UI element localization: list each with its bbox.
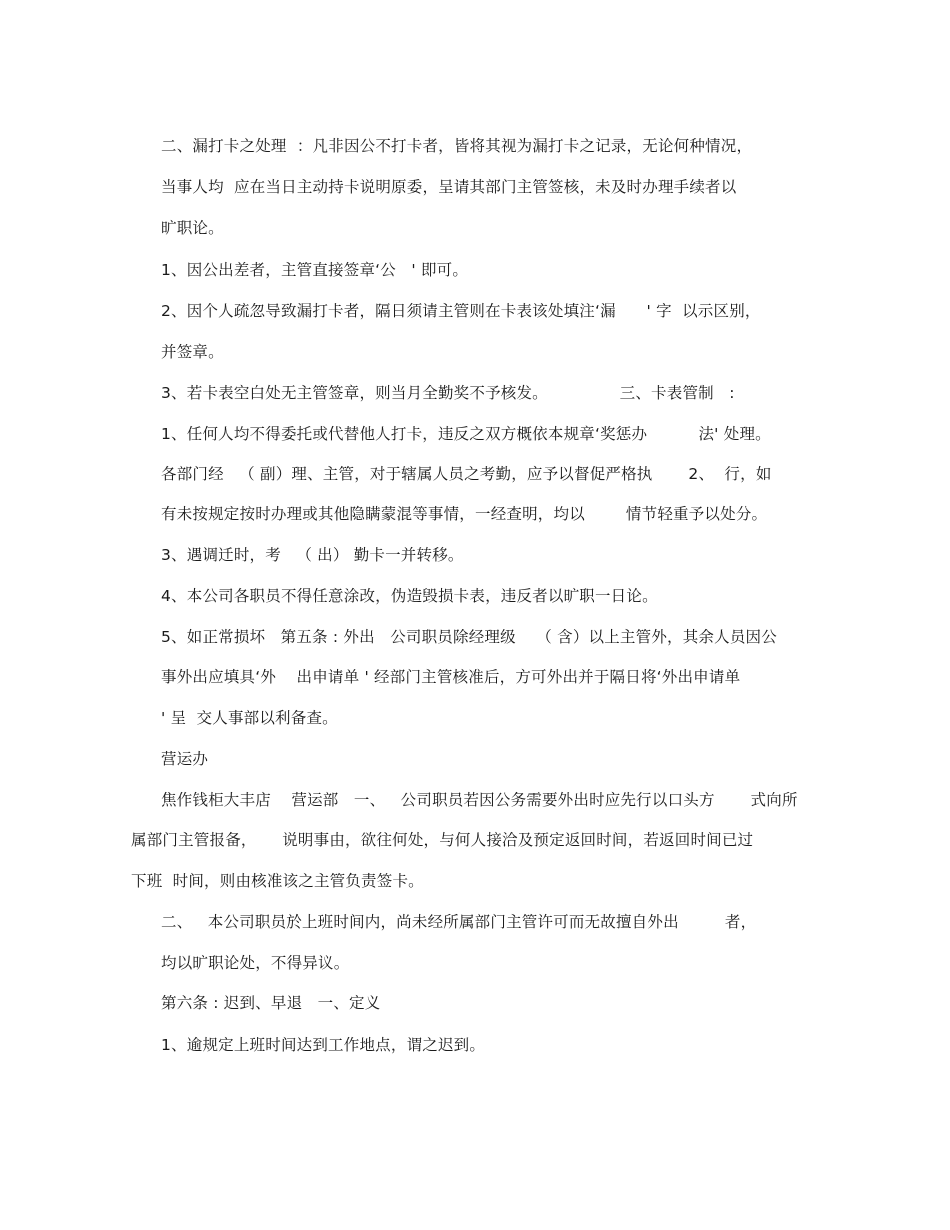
text-line: 二、 本公司职员於上班时间内，尚未经所属部门主管许可而无故擅自外出 者，: [161, 913, 757, 931]
text-line: 二、漏打卡之处理 ：凡非因公不打卡者，皆将其视为漏打卡之记录，无论何种情况，: [161, 137, 753, 155]
text-line: 1、逾规定上班时间达到工作地点，谓之迟到。: [161, 1036, 486, 1054]
text-line: 第六条 : 迟到、早退 一、定义: [161, 994, 381, 1012]
text-line: ' 呈 交人事部以利备查。: [161, 709, 338, 727]
text-line: 各部门经 （ 副）理、主管，对于辖属人员之考勤，应予以督促严格执 2、 行，如: [161, 465, 772, 483]
text-line: 事外出应填具‘外 出申请单 ' 经部门主管核准后，方可外出并于隔日将‘外出申请单: [161, 668, 741, 686]
text-line: 有未按规定按时办理或其他隐瞒蒙混等事情，一经查明，均以 情节轻重予以处分。: [161, 505, 768, 523]
text-line: 2、因个人疏忽导致漏打卡者，隔日须请主管则在卡表该处填注‘漏 ' 字 以示区别，: [161, 302, 761, 320]
text-line: 1、因公出差者，主管直接签章‘公 ' 即可。: [161, 261, 469, 279]
text-line: 当事人均 应在当日主动持卡说明原委，呈请其部门主管签核，未及时办理手续者以: [161, 178, 737, 196]
text-line: 均以旷职论处，不得异议。: [161, 954, 350, 972]
text-line: 属部门主管报备， 说明事由，欲往何处，与何人接洽及预定返回时间，若返回时间已过: [131, 831, 754, 849]
text-line: 3、遇调迁时，考 （ 出） 勤卡一并转移。: [161, 546, 464, 564]
text-line: 5、如正常损坏 第五条 : 外出 公司职员除经理级 （ 含）以上主管外，其余人员因公: [161, 628, 777, 646]
text-line: 营运办: [161, 750, 209, 768]
text-line: 4、本公司各职员不得任意涂改，伪造毁损卡表，违反者以旷职一日论。: [161, 587, 658, 605]
text-line: 3、若卡表空白处无主管签章，则当月全勤奖不予核发。 三、卡表管制 :: [161, 384, 735, 402]
text-line: 并签章。: [161, 343, 224, 361]
text-line: 下班 时间，则由核准该之主管负责签卡。: [131, 872, 424, 890]
text-line: 焦作钱柜大丰店 营运部 一、 公司职员若因公务需要外出时应先行以口头方 式向所: [161, 791, 798, 809]
text-line: 旷职论。: [161, 219, 224, 237]
text-line: 1、任何人均不得委托或代替他人打卡，违反之双方概依本规章‘奖惩办 法' 处理。: [161, 425, 771, 443]
